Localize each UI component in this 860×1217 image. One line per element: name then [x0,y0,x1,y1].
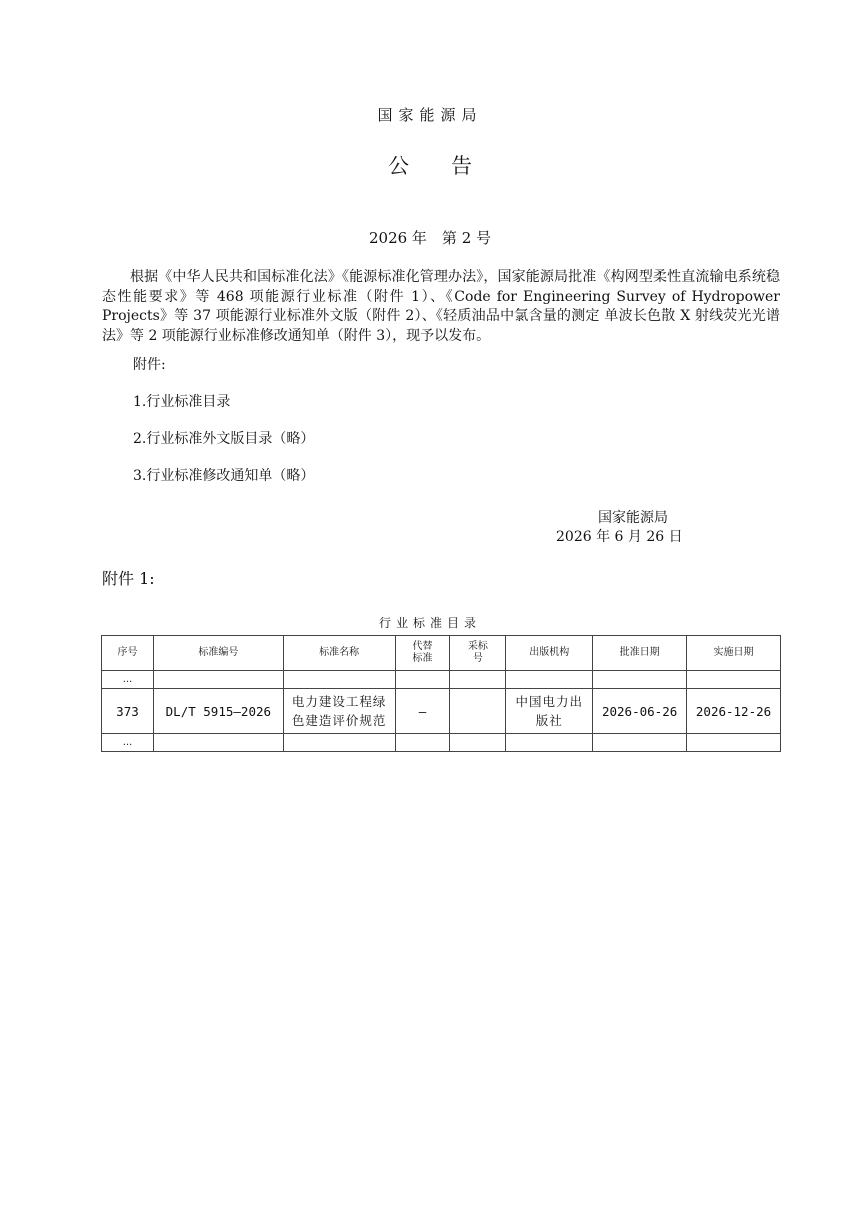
cell-publisher-line1: 中国电力出 [515,694,584,709]
cell-name-line1: 电力建设工程绿 [291,694,387,709]
cell-code: DL/T 5915—2026 [153,689,283,734]
cell-replaced: — [395,689,450,734]
attachments-list [133,393,314,504]
cell-no: 373 [102,689,154,734]
header-approval-date: 批准日期 [593,636,687,671]
cell-name-line2: 色建造评价规范 [291,713,387,728]
cell-publisher-line2: 版社 [535,713,563,728]
announcement-title: 公 告 [388,154,472,178]
header-adopted [450,636,506,671]
ellipsis-cell: ... [102,671,154,689]
appendix-label: 附件 1: [102,569,155,588]
table-header-row [102,636,781,671]
header-adopted-line2: 号 [472,653,483,664]
cell-adopted [450,689,506,734]
header-no: 序号 [102,636,154,671]
header-publisher: 出版机构 [506,636,593,671]
issuing-agency: 国家能源局 [377,106,483,124]
cell-name [283,689,395,734]
signature-org: 国家能源局 [598,510,668,526]
header-name: 标准名称 [283,636,395,671]
attachment-item[interactable]: 2.行业标准外文版目录（略） [133,431,315,447]
standards-table [101,635,781,752]
cell-approval-date: 2026-06-26 [593,689,687,734]
header-effective-date: 实施日期 [687,636,781,671]
attachments-label: 附件: [133,357,166,373]
ellipsis-cell: ... [102,734,154,752]
attachment-item[interactable]: 3.行业标准修改通知单（略） [133,468,315,484]
table-row-ellipsis [102,734,781,752]
header-code: 标准编号 [153,636,283,671]
issue-number: 2026 年 第 2 号 [368,229,492,247]
signature-date: 2026 年 6 月 26 日 [556,529,683,545]
table-title: 行业标准目录 [378,616,481,630]
cell-publisher [506,689,593,734]
attachment-item[interactable]: 1.行业标准目录 [133,394,231,410]
announcement-body: 根据《中华人民共和国标准化法》《能源标准化管理办法》，国家能源局批准《构网型柔性直流输电系统稳态性能要求》等 468 项能源行业标准（附件 1）、《Code for Engineering Survey of Hydropower Projects》等 37 项能源行业标准外文版（附件 2）、《轻质油品中氯含量的测定 单波长色散 X 射线荧光光谱法》等 2 项能源行业标准修改通知单（附件 3），现予以发布。 [102,269,780,344]
cell-effective-date: 2026-12-26 [687,689,781,734]
header-replaced-line1: 代替 [412,641,433,652]
header-replaced [395,636,450,671]
table-row [102,689,781,734]
table-row-ellipsis [102,671,781,689]
header-adopted-line1: 采标 [467,641,488,652]
header-replaced-line2: 标准 [412,653,433,664]
